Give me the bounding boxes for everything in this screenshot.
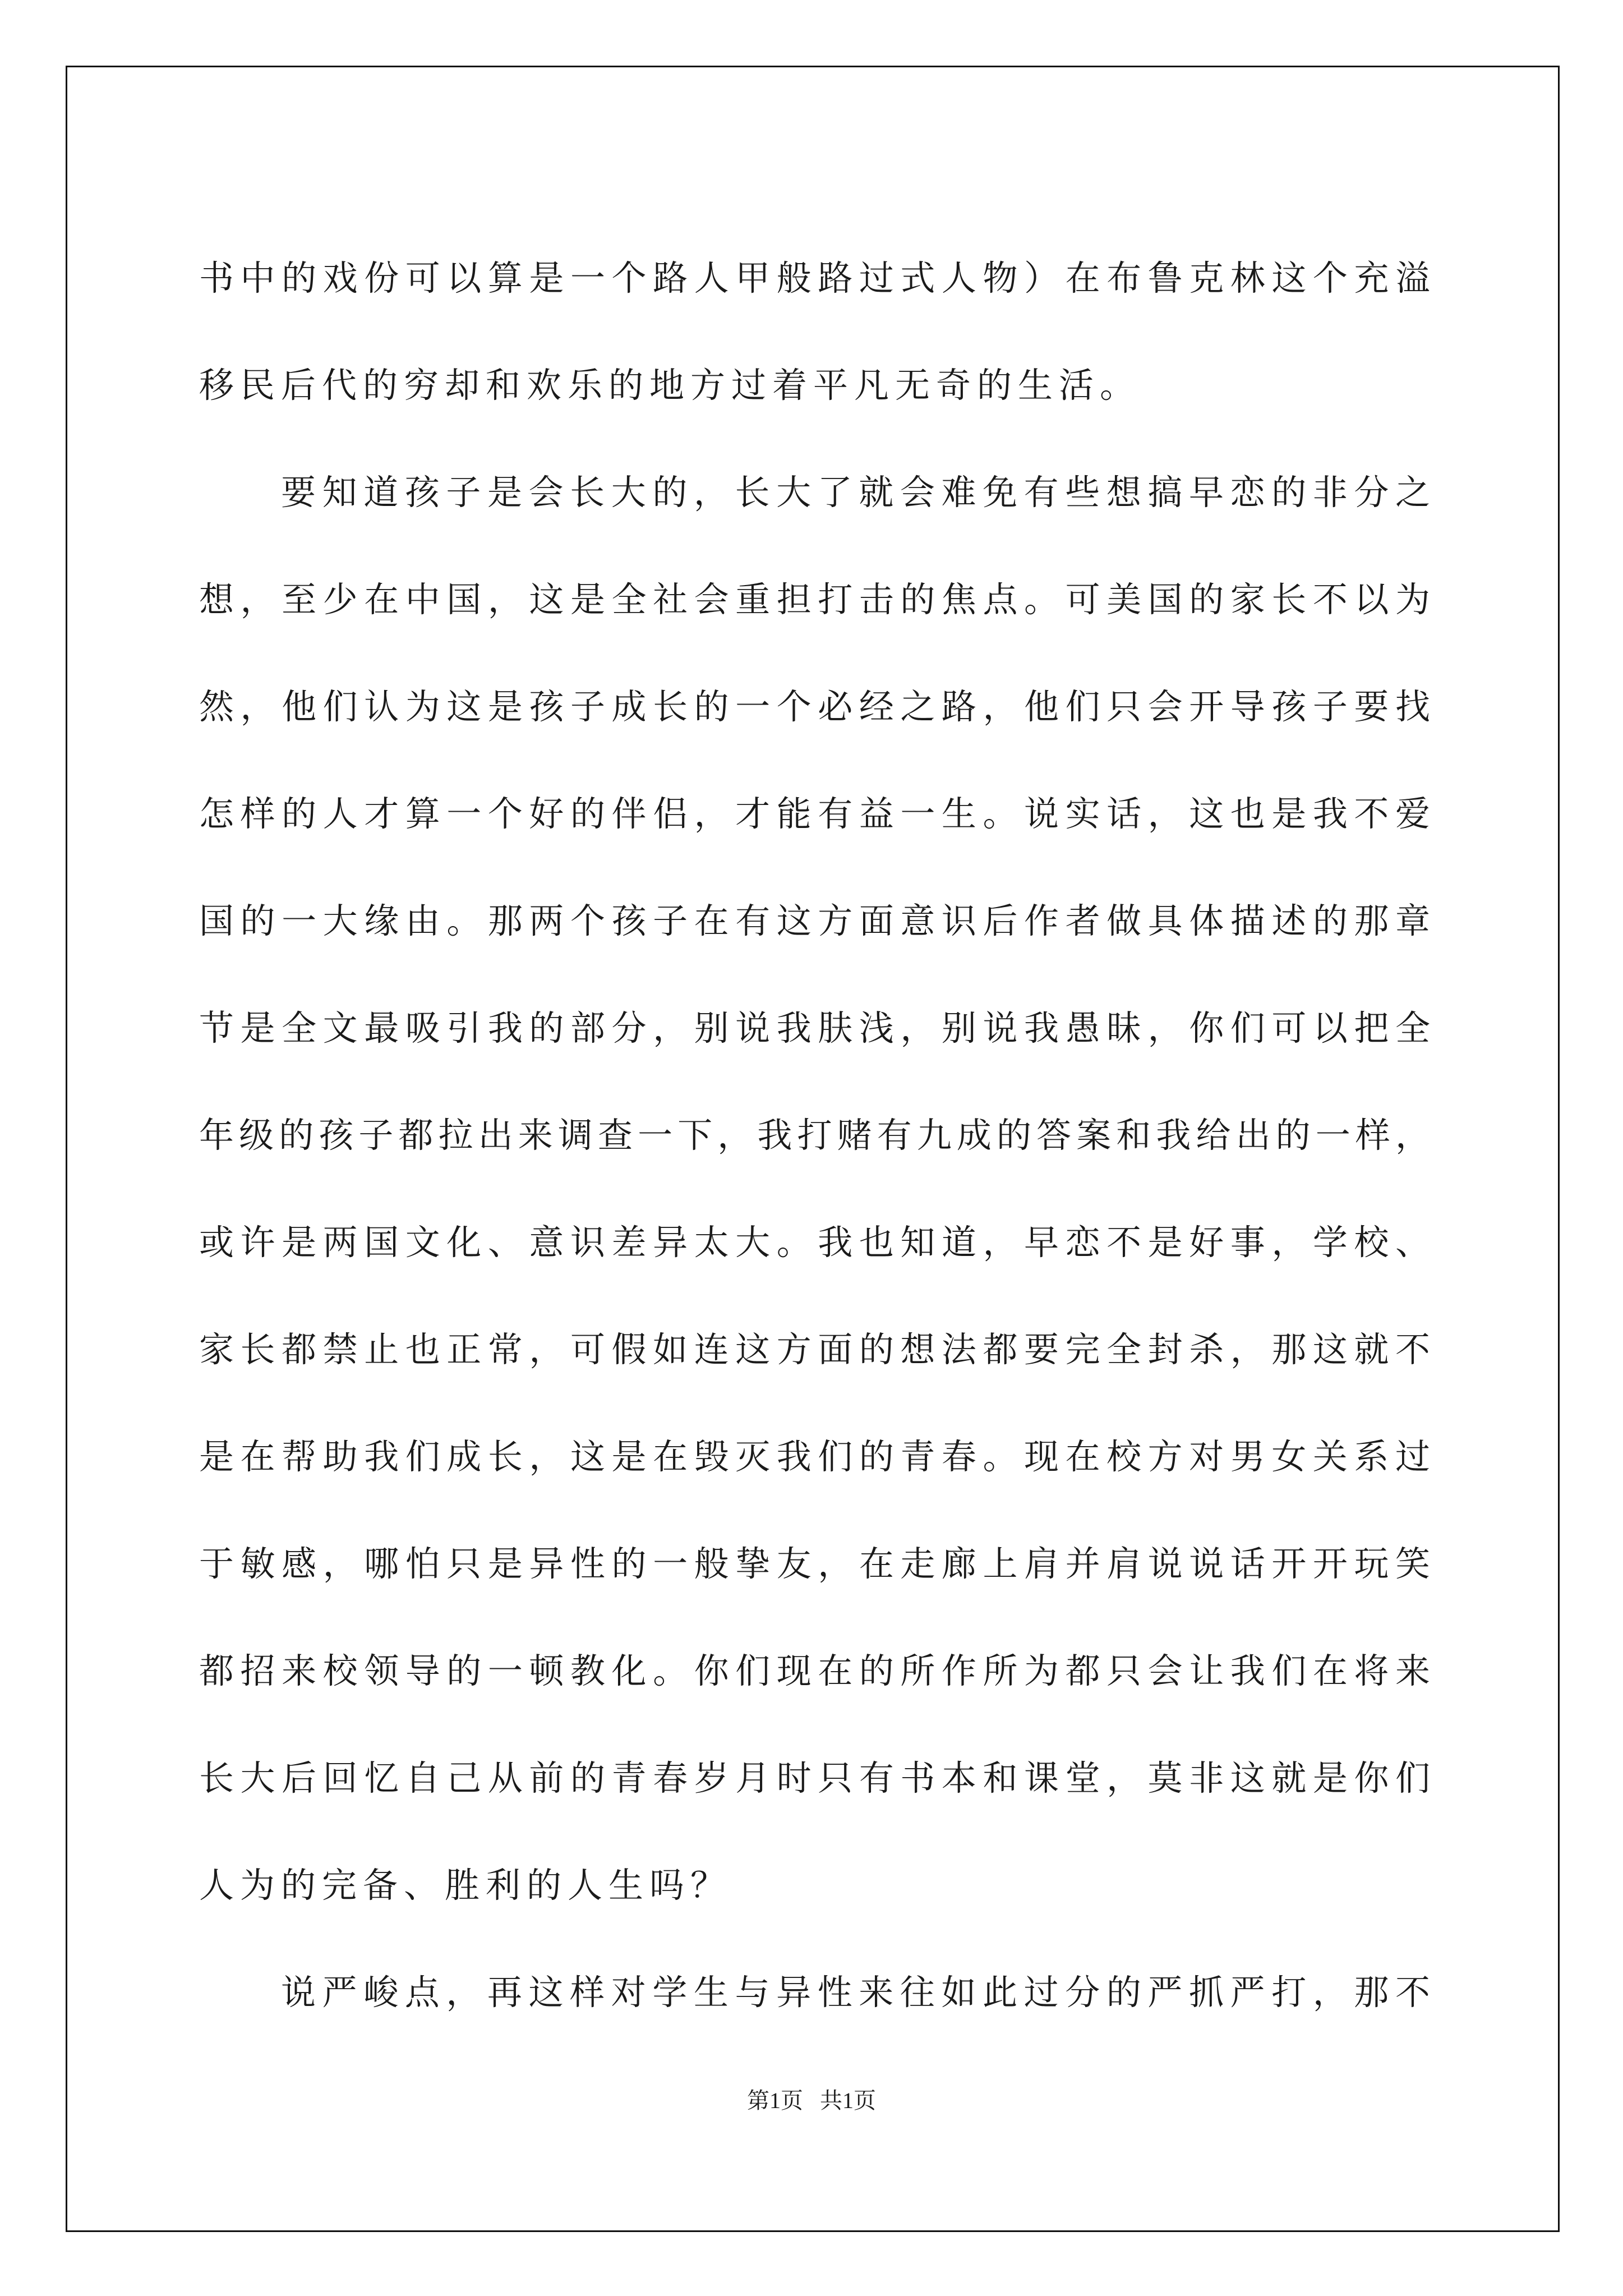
text-line: 家长都禁止也正常，可假如连这方面的想法都要完全封杀，那这就不 [199, 1329, 1430, 1370]
text-line: 然，他们认为这是孩子成长的一个必经之路，他们只会开导孩子要找 [199, 686, 1430, 727]
text-line: 节是全文最吸引我的部分，别说我肤浅，别说我愚昧，你们可以把全 [199, 1007, 1430, 1048]
text-line: 年级的孩子都拉出来调查一下，我打赌有九成的答案和我给出的一样， [199, 1115, 1430, 1156]
text-line: 书中的戏份可以算是一个路人甲般路过式人物）在布鲁克林这个充溢 [199, 257, 1430, 298]
text-line: 想，至少在中国，这是全社会重担打击的焦点。可美国的家长不以为 [199, 579, 1430, 620]
text-line: 国的一大缘由。那两个孩子在有这方面意识后作者做具体描述的那章 [199, 900, 1430, 941]
document-body [199, 224, 1430, 2046]
text-line: 人为的完备、胜利的人生吗？ [199, 1865, 732, 1906]
text-line: 怎样的人才算一个好的伴侣，才能有益一生。说实话，这也是我不爱 [199, 793, 1430, 834]
text-line: 移民后代的穷却和欢乐的地方过着平凡无奇的生活。 [199, 365, 1141, 406]
text-line: 都招来校领导的一顿教化。你们现在的所作所为都只会让我们在将来 [199, 1650, 1430, 1691]
text-line: 是在帮助我们成长，这是在毁灭我们的青春。现在校方对男女关系过 [199, 1436, 1430, 1477]
text-line: 长大后回忆自己从前的青春岁月时只有书本和课堂，莫非这就是你们 [199, 1757, 1430, 1798]
page-number-footer: 第1页 共1页 [747, 2088, 876, 2113]
paragraph-start-line: 说严峻点，再这样对学生与异性来往如此过分的严抓严打，那不 [281, 1972, 1430, 2013]
text-line: 或许是两国文化、意识差异太大。我也知道，早恋不是好事，学校、 [199, 1222, 1430, 1263]
text-line: 于敏感，哪怕只是异性的一般挚友，在走廊上肩并肩说说话开开玩笑 [199, 1543, 1430, 1584]
paragraph-start-line: 要知道孩子是会长大的，长大了就会难免有些想搞早恋的非分之 [281, 472, 1430, 513]
